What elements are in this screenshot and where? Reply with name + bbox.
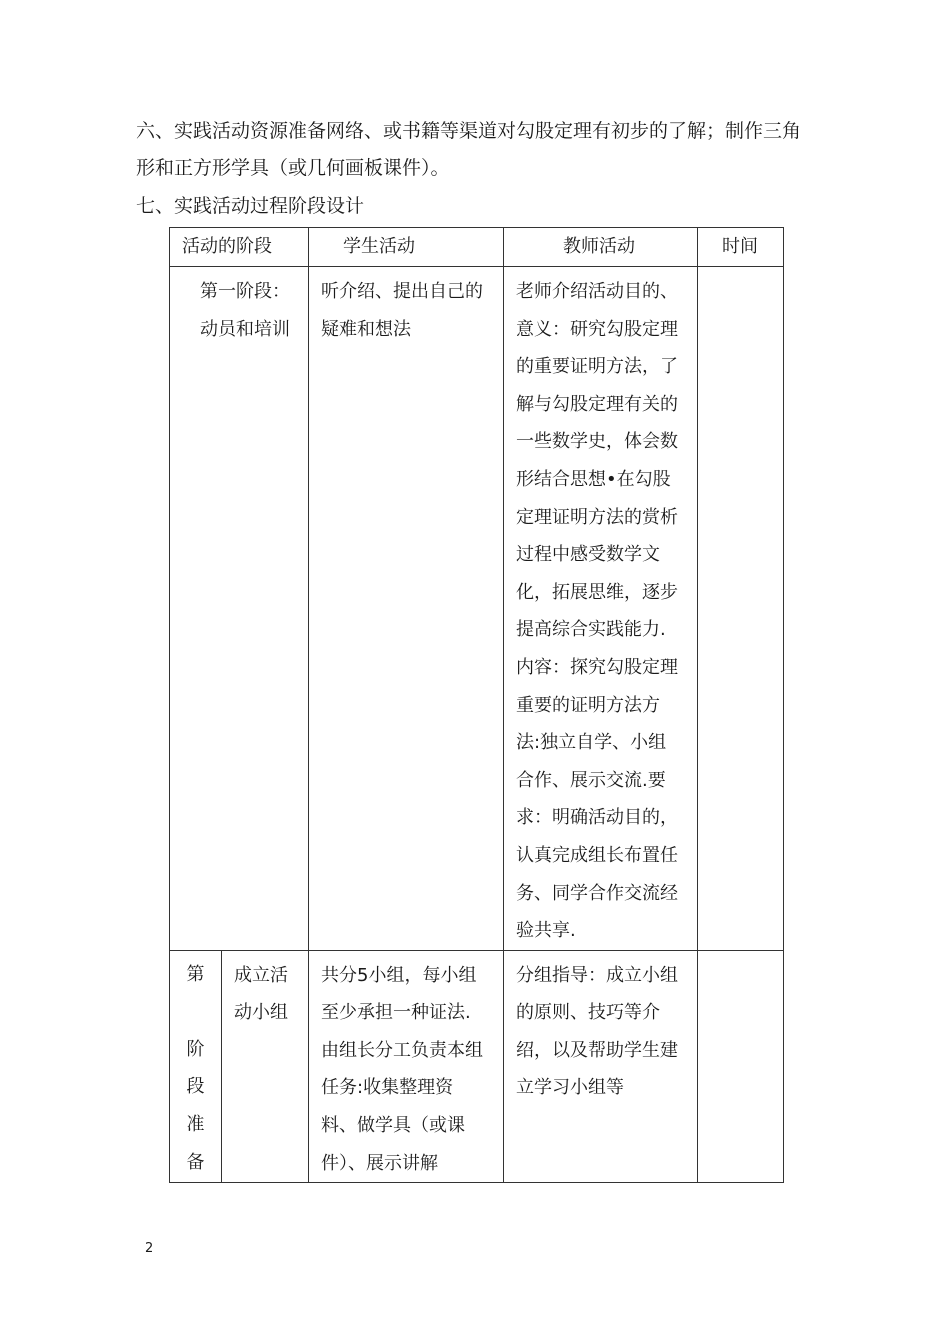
stage-two-time [698,951,783,957]
header-stage: 活动的阶段 [182,236,272,257]
stage-one-teacher-activity: 老师介绍活动目的、 意义：研究勾股定理 的重要证明方法，了 解与勾股定理有关的 一些数学史，体会数 形结合思想•在勾股 定理证明方法的赏析 过程中感受数学文 化，拓展思维，逐步 提高综合实践能力. 内容：探究勾股定理 重要的证明方法方 法:独立自学、小组 合作、展示交流.要 求：明确活动目的， 认真完成组长布置任 务、同学合作交流经 验共享. [516,281,678,942]
stage-two-teacher-cell [504,950,698,1183]
stage-one-time-cell [698,267,784,951]
header-student-cell [309,228,504,267]
stage-two-time-cell [698,950,784,1183]
stage-two-substage: 成立活 动小组 [234,964,288,1024]
stage-one-student-activity: 听介绍、提出自己的 疑难和想法 [321,281,483,340]
header-teacher: 教师活动 [563,236,635,257]
stage-one-teacher-cell [504,267,698,951]
stage-one-label: 第一阶段： 动员和培训 [200,281,290,340]
header-time-cell [698,228,784,267]
header-stage-cell [170,228,309,267]
section-six-line-1: 六、实践活动资源准备网络、或书籍等渠道对勾股定理有初步的了解；制作三角 [136,120,802,142]
page-number: 2 [145,1241,154,1256]
stage-two-teacher-activity: 分组指导：成立小组 的原则、技巧等介 绍，以及帮助学生建 立学习小组等 [516,964,678,1099]
stage-one-student-cell [309,267,504,951]
stage-two-student-activity: 共分5小组，每小组 至少承担一种证法. 由组长分工负责本组 任务:收集整理资 料、做学具（或课 件）、展示讲解 [321,964,483,1174]
table-row [170,267,784,951]
table-row [170,950,784,1183]
header-time: 时间 [722,236,758,257]
table-header-row [170,228,784,267]
stage-two-vertical-cell [170,950,222,1183]
activity-stage-table [169,227,784,1183]
stage-one-cell [170,267,309,951]
stage-one-time [698,267,783,273]
stage-two-student-cell [309,950,504,1183]
section-seven-heading: 七、实践活动过程阶段设计 [136,195,365,217]
stage-two-vertical-label: 第 阶 段 准 备 [186,963,205,1173]
stage-two-substage-cell [222,950,309,1183]
section-six-line-2: 形和正方形学具（或几何画板课件）。 [136,157,450,179]
header-teacher-cell [504,228,698,267]
header-student: 学生活动 [343,236,415,257]
